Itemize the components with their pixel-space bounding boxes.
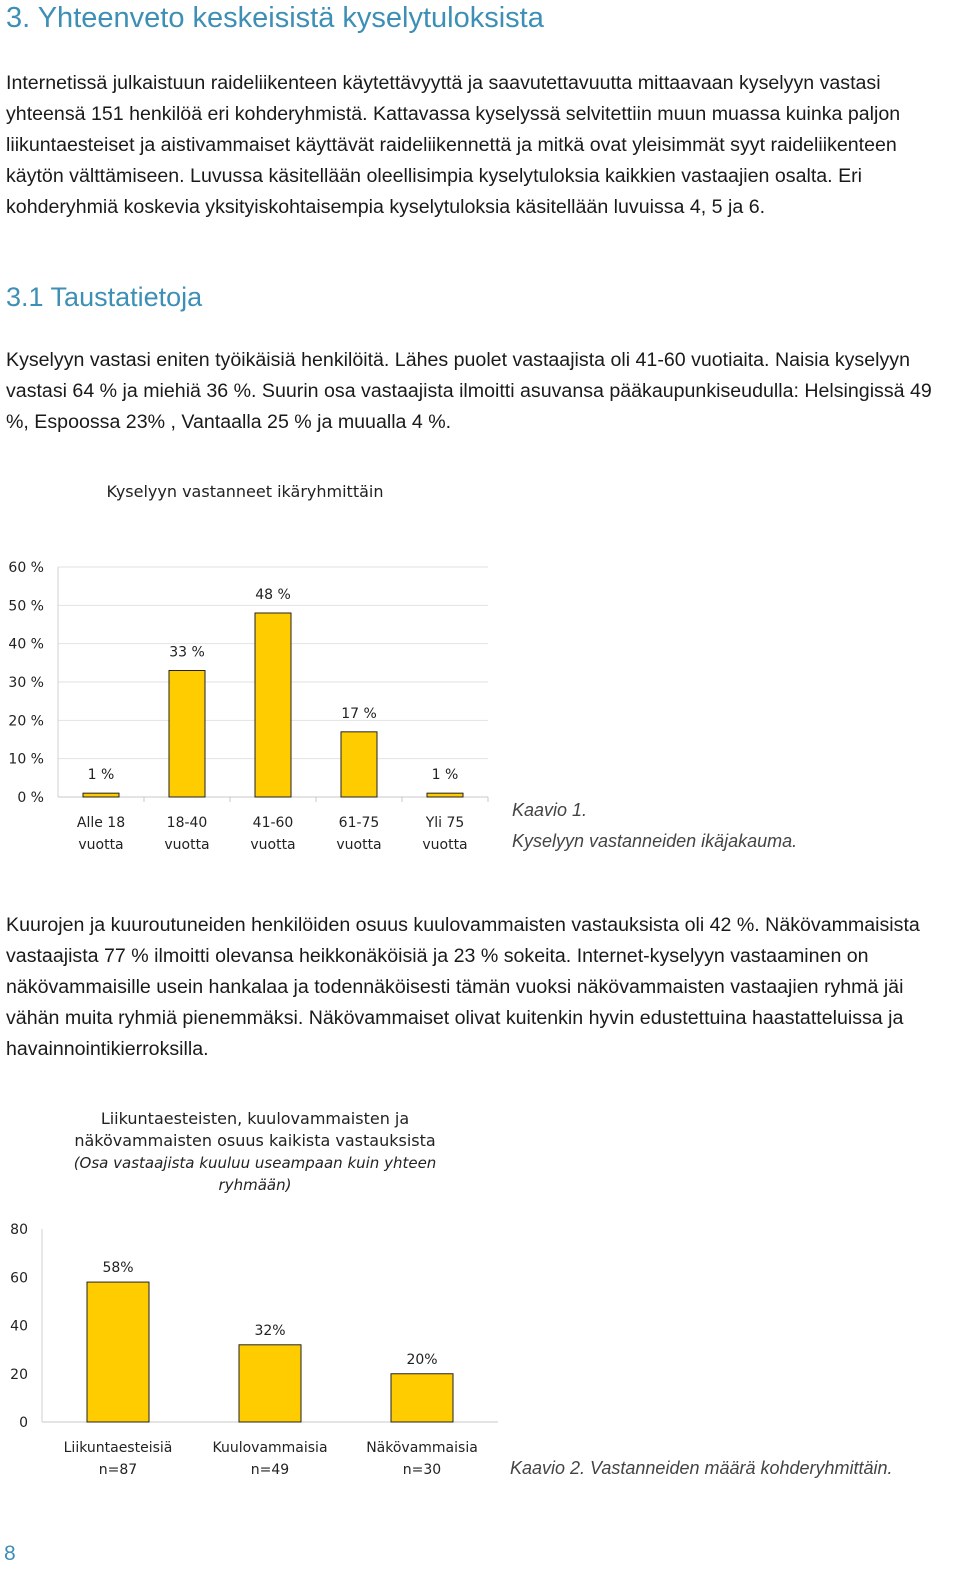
- chart2-category-label: n=49: [250, 1462, 290, 1478]
- groups-paragraph: Kuurojen ja kuuroutuneiden henkilöiden osuus kuulovammaisten vastauksista oli 42 %. Näkövammaisista vastaajista 77 % ilmoitti olevansa heikkonäköisiä ja 23 % sokeita. Internet-kyselyyn vastaaminen on näkövammaisille usein hankalaa ja todennäköisesti tämän vuoksi näkövammaisten vastaajien ryhmä jäi vähän muita ryhmiä pienemmäksi. Näkövammaiset olivat kuitenkin hyvin edustettuina haastatteluissa ja havainnointikierroksilla.: [6, 914, 920, 1060]
- chart1-ytick-label: 10 %: [8, 751, 44, 768]
- chart1-category-label: vuotta: [250, 837, 296, 853]
- chart2-ytick-label: 60: [10, 1270, 28, 1287]
- background-paragraph: Kyselyyn vastasi eniten työikäisiä henkilöitä. Lähes puolet vastaajista oli 41-60 vuotiaita. Naisia kyselyyn vastasi 64 % ja miehiä 36 %. Suurin osa vastaajista ilmoitti asuvansa pääkaupunkiseudulla: Helsingissä 49 %, Espoossa 23% , Vantaalla 25 % ja muualla 4 %.: [6, 349, 932, 433]
- chart2-ytick-label: 40: [10, 1318, 28, 1335]
- chart1-caption: [512, 795, 797, 857]
- chart2-bar: [239, 1345, 301, 1422]
- chart1-bar: [427, 793, 463, 797]
- chart1-category-label: 41-60: [252, 815, 294, 831]
- chart1-bar: [83, 793, 119, 797]
- chart1-category-label: 61-75: [338, 815, 380, 831]
- chart2-category-label: Näkövammaisia: [366, 1440, 478, 1456]
- chart2-bar: [391, 1374, 453, 1422]
- chart2-ytick-label: 0: [19, 1415, 28, 1431]
- chart2-data-label: 32%: [254, 1322, 286, 1339]
- chart2-bar: [87, 1282, 149, 1422]
- chart2-category-label: n=30: [402, 1462, 442, 1478]
- section-heading: 3.1 Taustatietoja: [6, 282, 203, 312]
- chart1-ytick-label: 40 %: [8, 636, 44, 653]
- chart2-caption: Kaavio 2. Vastanneiden määrä kohderyhmittäin.: [510, 1458, 893, 1478]
- chart2-category-label: n=87: [98, 1462, 138, 1478]
- chart1-category-label: vuotta: [78, 837, 124, 853]
- chart2-data-label: 20%: [406, 1351, 438, 1368]
- chart1-bar: [169, 671, 205, 798]
- chart1-ytick-label: 0 %: [17, 790, 44, 806]
- chart1-category-label: Yli 75: [425, 815, 465, 831]
- chart1-bar: [341, 732, 377, 797]
- chart1-data-label: 33 %: [169, 644, 205, 661]
- chart1-ytick-label: 60 %: [8, 560, 44, 576]
- chart1-caption-line1: Kaavio 1.: [512, 800, 588, 820]
- page-number: 8: [4, 1542, 16, 1565]
- chart1-category-label: Alle 18: [76, 815, 126, 831]
- chart1-category-label: vuotta: [164, 837, 210, 853]
- chart2-title: [60, 1108, 450, 1196]
- chart1-title: Kyselyyn vastanneet ikäryhmittäin: [106, 482, 384, 501]
- chart2-category-label: Liikuntaesteisiä: [63, 1440, 173, 1456]
- chart1-ytick-label: 50 %: [8, 598, 44, 615]
- chart1-data-label: 17 %: [341, 705, 377, 722]
- chart1-bar: [255, 613, 291, 797]
- chart1-caption-line2: Kyselyyn vastanneiden ikäjakauma.: [512, 831, 798, 851]
- chart2-ytick-label: 80: [10, 1222, 28, 1238]
- page-heading: 3. Yhteenveto keskeisistä kyselytuloksista: [6, 2, 544, 34]
- chart1-category-label: vuotta: [336, 837, 382, 853]
- intro-paragraph: Internetissä julkaistuun raideliikenteen käytettävyyttä ja saavutettavuutta mittaavaan kyselyyn vastasi yhteensä 151 henkilöä eri kohderyhmistä. Kattavassa kyselyssä selvitettiin muun muassa kuinka paljon liikuntaesteiset ja aistivammaiset käyttävät raideliikennettä ja mitkä ovat yleisimmät syyt raideliikenteen käytön välttämiseen. Luvussa käsitellään oleellisimpia kyselytuloksia kaikkien vastaajien osalta. Eri kohderyhmiä koskevia yksityiskohtaisempia kyselytuloksia käsitellään luvuissa 4, 5 ja 6.: [6, 72, 901, 218]
- chart1-category-label: 18-40: [166, 815, 208, 831]
- age-distribution-chart: [0, 540, 500, 870]
- target-group-chart: [0, 1215, 510, 1505]
- chart2-data-label: 58%: [102, 1260, 134, 1277]
- chart1-data-label: 1 %: [87, 767, 115, 784]
- chart2-ytick-label: 20: [10, 1366, 28, 1383]
- chart1-data-label: 48 %: [255, 587, 291, 603]
- chart1-category-label: vuotta: [422, 837, 468, 853]
- chart1-ytick-label: 30 %: [8, 675, 44, 691]
- chart2-subtitle: (Osa vastaajista kuuluu useampaan kuin yhteen ryhmään): [73, 1154, 437, 1194]
- chart1-data-label: 1 %: [431, 767, 459, 784]
- chart1-ytick-label: 20 %: [8, 713, 44, 730]
- chart2-title-text: Liikuntaesteisten, kuulovammaisten ja näkövammaisten osuus kaikista vastauksista: [74, 1109, 436, 1150]
- chart2-category-label: Kuulovammaisia: [212, 1440, 328, 1456]
